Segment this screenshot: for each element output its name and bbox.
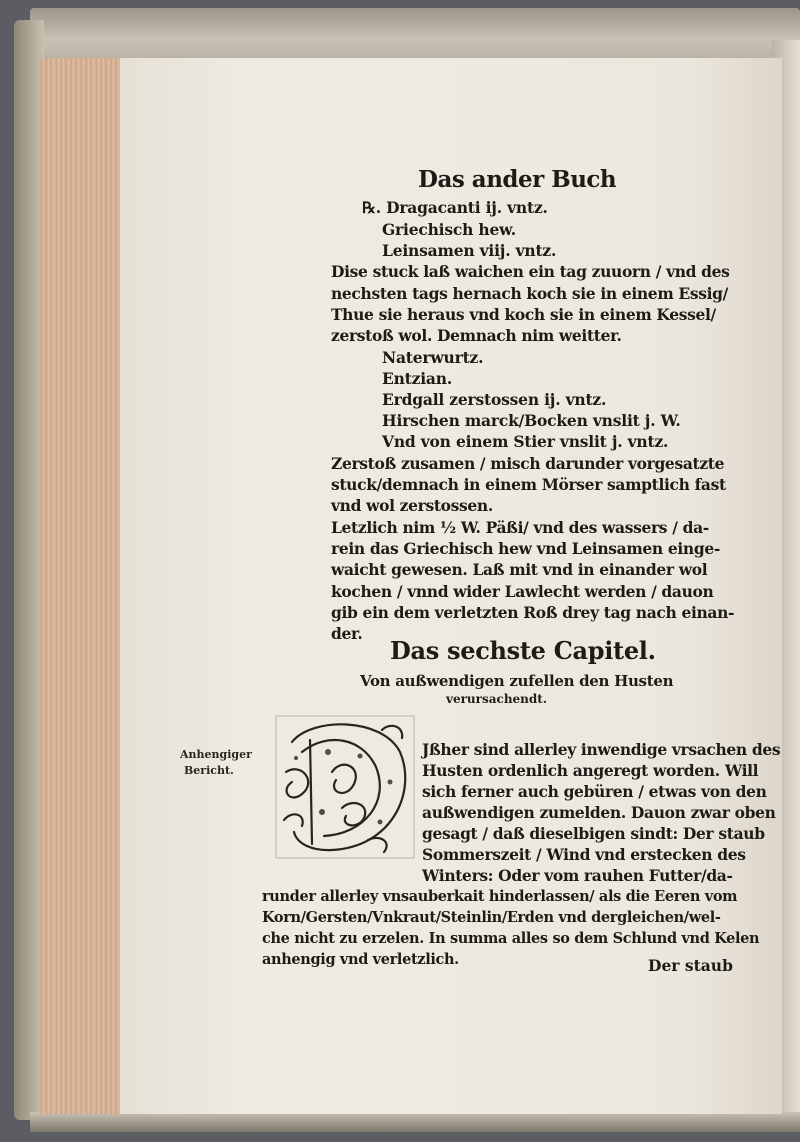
recipe-item: Entzian. — [382, 369, 453, 388]
text-line: vnd wol zerstossen. — [331, 496, 493, 515]
recipe-item: Hirschen marck/Bocken vnslit j. W. — [382, 411, 681, 430]
running-head: Das ander Buch — [418, 166, 617, 193]
catchword: Der staub — [648, 956, 733, 975]
text-line: Husten ordenlich angeregt worden. Will — [422, 761, 759, 780]
text-line: Winters: Oder vom rauhen Futter/da- — [422, 866, 733, 885]
text-line: Sommerszeit / Wind vnd erstecken des — [422, 845, 746, 864]
text-line: Korn/Gersten/Vnkraut/Steinlin/Erden vnd dergleichen/wel- — [262, 909, 721, 926]
text-line: anhengig vnd verletzlich. — [262, 951, 459, 968]
text-line: stuck/demnach in einem Mörser samptlich fast — [331, 475, 726, 494]
recipe-item: ℞. Dragacanti ij. vntz. — [362, 198, 548, 217]
recipe-item: Griechisch hew. — [382, 220, 516, 239]
text-line: runder allerley vnsauberkait hinderlassen/ als die Eeren vom — [262, 888, 738, 905]
text-line: waicht gewesen. Laß mit vnd in einander wol — [331, 560, 708, 579]
text-line: Thue sie heraus vnd koch sie in einem Kessel/ — [331, 305, 716, 324]
book-bottom-edge — [30, 1112, 800, 1132]
chapter-subtitle-continuation: verursachendt. — [446, 692, 548, 706]
text-line: zerstoß wol. Demnach nim weitter. — [331, 326, 622, 345]
book-cover-top — [30, 8, 800, 60]
marginal-note: Bericht. — [184, 764, 234, 777]
text-line: rein das Griechisch hew vnd Leinsamen einge- — [331, 539, 720, 558]
text-line: sich ferner auch gebüren / etwas von den — [422, 782, 767, 801]
text-line: der. — [331, 624, 363, 643]
text-line: nechsten tags hernach koch sie in einem Essig/ — [331, 284, 728, 303]
text-line: Dise stuck laß waichen ein tag zuuorn / vnd des — [331, 262, 730, 281]
text-line: Letzlich nim ½ W. Päßi/ vnd des wassers / da- — [331, 518, 709, 537]
decorated-initial-d — [272, 712, 418, 862]
text-line: gesagt / daß dieselbigen sindt: Der staub — [422, 824, 765, 843]
text-line: kochen / vnnd wider Lawlecht werden / dauon — [331, 582, 714, 601]
text-line: Zerstoß zusamen / misch darunder vorgesatzte — [331, 454, 725, 473]
text-line: außwendigen zumelden. Dauon zwar oben — [422, 803, 776, 822]
chapter-subtitle: Von außwendigen zufellen den Husten — [360, 672, 674, 690]
recipe-item: Naterwurtz. — [382, 348, 484, 367]
recipe-item: Vnd von einem Stier vnslit j. vntz. — [382, 432, 669, 451]
text-line: Jßher sind allerley inwendige vrsachen des — [422, 740, 781, 759]
page-edges — [40, 58, 123, 1114]
text-line: che nicht zu erzelen. In summa alles so dem Schlund vnd Kelen — [262, 930, 760, 947]
marginal-note: Anhengiger — [180, 748, 252, 761]
text-line: gib ein dem verletzten Roß drey tag nach einan- — [331, 603, 735, 622]
chapter-title: Das sechste Capitel. — [390, 636, 656, 665]
recipe-item: Leinsamen viij. vntz. — [382, 241, 557, 260]
recipe-item: Erdgall zerstossen ij. vntz. — [382, 390, 607, 409]
